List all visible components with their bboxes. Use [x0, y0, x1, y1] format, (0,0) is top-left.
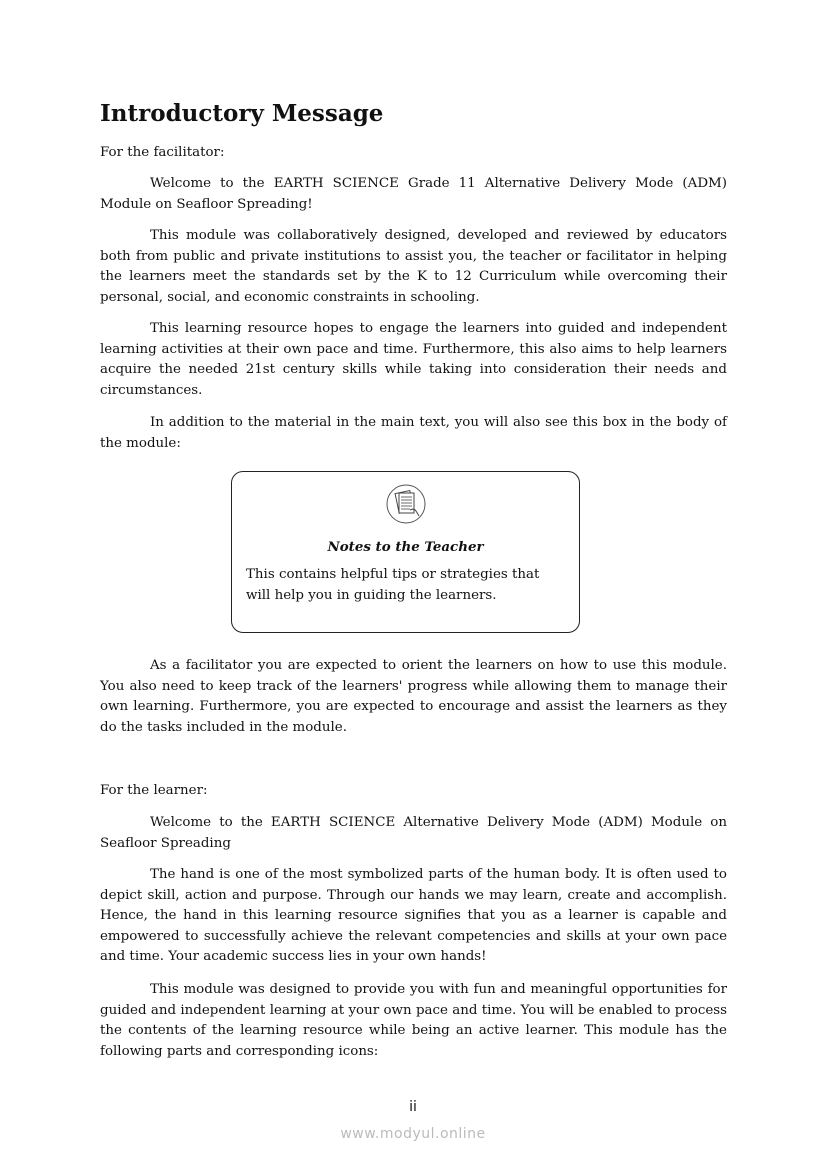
page-number: ii — [409, 1099, 417, 1115]
notes-to-teacher-box — [231, 471, 580, 633]
paragraph: This module was collaboratively designed, developed and reviewed by educators both from public and private institutions to assist you, the teacher or facilitator in helping the learners meet the standards set by the K to 12 Curriculum while overcoming their personal, social, and economic constraints in schooling. — [100, 228, 727, 305]
paragraph: As a facilitator you are expected to orient the learners on how to use this module. You also need to keep track of the learners' progress while allowing them to manage their own learning. Furthermore, you are expected to encourage and assist the learners as they do the tasks included in the module. — [100, 658, 727, 735]
notes-hand-icon — [386, 484, 426, 524]
paragraph: This learning resource hopes to engage the learners into guided and independent learning activities at their own pace and time. Furthermore, this also aims to help learners acquire the needed 21st century skills while taking into consideration their needs and circumstances. — [100, 321, 727, 398]
notes-box-text: This contains helpful tips or strategies that will help you in guiding the learners. — [246, 567, 540, 603]
facilitator-heading: For the facilitator: — [100, 145, 225, 160]
learner-heading: For the learner: — [100, 783, 208, 798]
watermark: www.modyul.online — [340, 1126, 486, 1142]
paragraph: The hand is one of the most symbolized parts of the human body. It is often used to depict skill, action and purpose. Through our hands we may learn, create and accomplish. Hence, the hand in this learning resource signifies that you as a learner is capable and empowered to successfully achieve the relevant competencies and skills at your own pace and time. Your academic success lies in your own hands! — [100, 867, 727, 965]
paragraph: This module was designed to provide you with fun and meaningful opportunities for guided and independent learning at your own pace and time. You will be enabled to process the contents of the learning resource while being an active learner. This module has the following parts and corresponding icons: — [100, 982, 727, 1059]
paragraph: Welcome to the EARTH SCIENCE Alternative Delivery Mode (ADM) Module on Seafloor Spreading — [100, 815, 727, 851]
page-title: Introductory Message — [100, 100, 384, 127]
paragraph: In addition to the material in the main text, you will also see this box in the body of the module: — [100, 415, 727, 451]
notes-box-title: Notes to the Teacher — [327, 539, 484, 555]
paragraph: Welcome to the EARTH SCIENCE Grade 11 Alternative Delivery Mode (ADM) Module on Seafloor Spreading! — [100, 176, 727, 212]
